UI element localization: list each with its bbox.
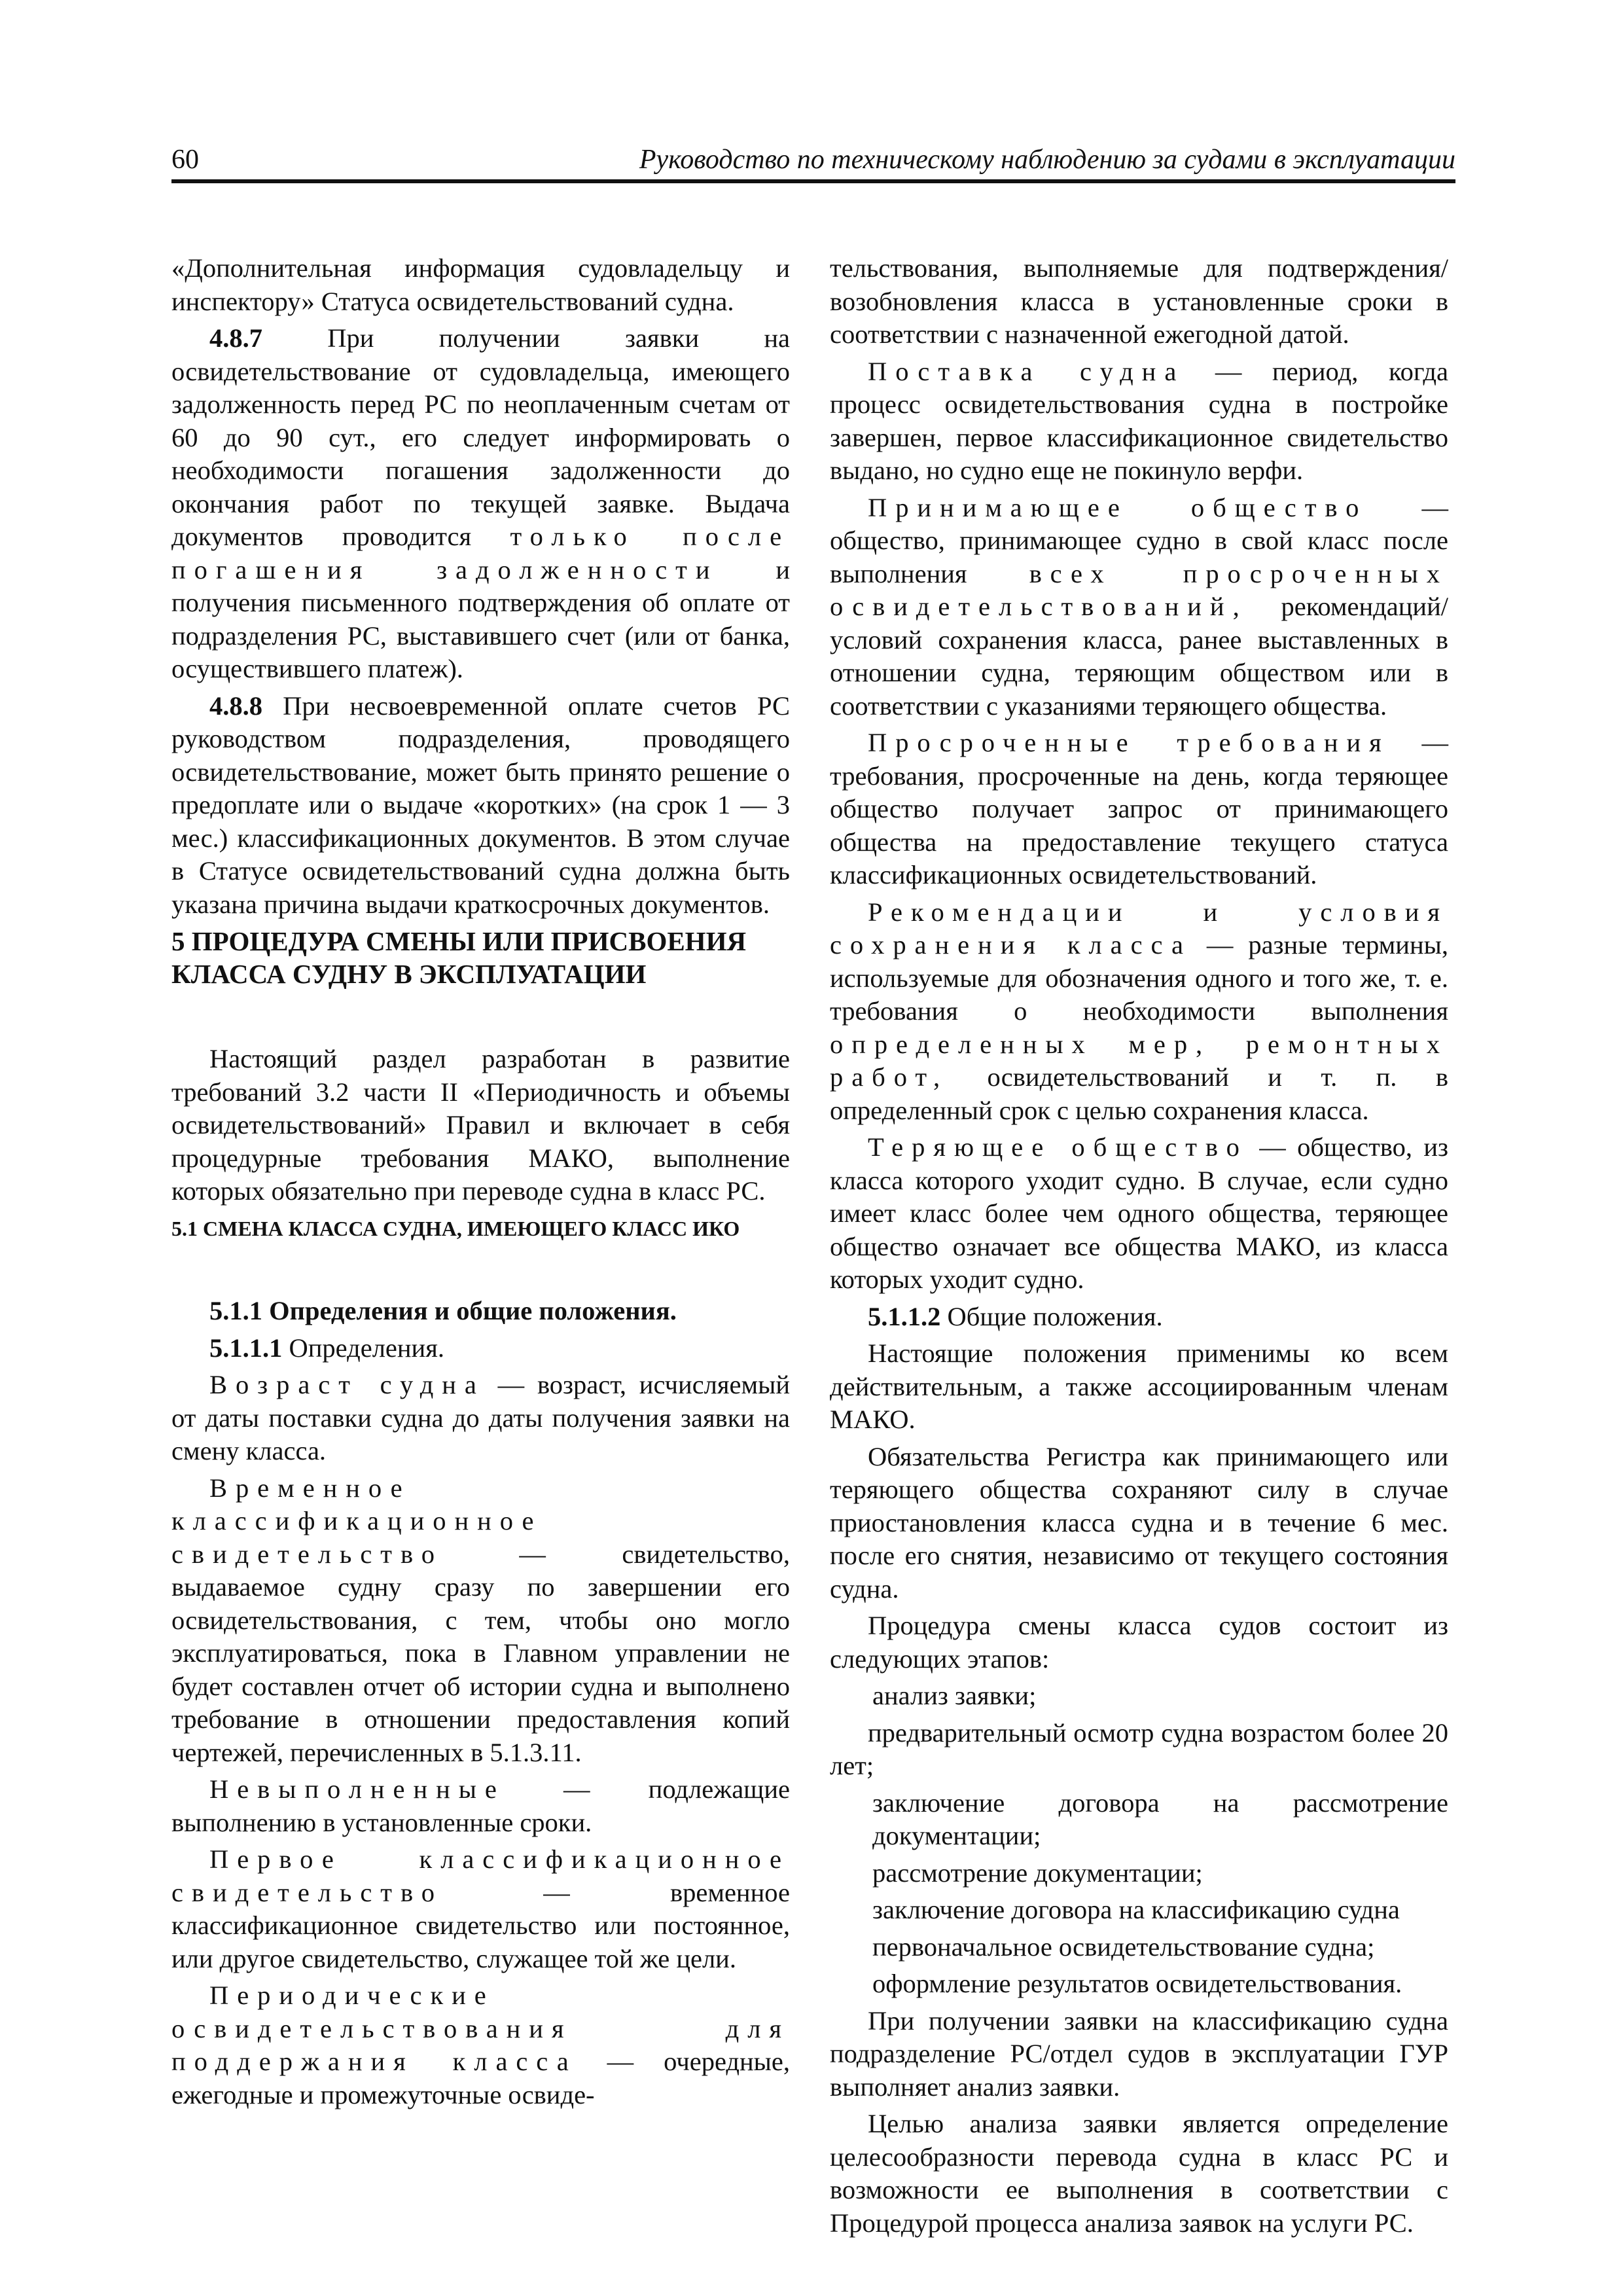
procedure-step: первоначальное освидетельствование судна;	[872, 1931, 1375, 1962]
definition-interim-certificate	[171, 1472, 790, 1770]
clause-number: 5.1.1.1	[209, 1333, 283, 1363]
definition-losing-society	[830, 1131, 1448, 1297]
definition-text: — возраст, исчисляемый от даты поставки судна до даты получения заявки на смену класса.	[171, 1370, 790, 1465]
spaced-text: только после погашения задолженности	[171, 522, 791, 584]
definition-delivery	[830, 355, 1448, 488]
clause-text: Общие положения.	[940, 1301, 1163, 1331]
definition-term: Невыполненные	[209, 1774, 505, 1804]
procedure-step: предварительный осмотр судна возрастом более 20 лет;	[830, 1717, 1448, 1780]
definition-text: — общество, принимающее судно в свой класс после выполнения	[830, 492, 1448, 588]
definition-term: Первое классификационное свидетельство	[171, 1844, 790, 1907]
running-title: Руководство по техническому наблюдению за судами в эксплуатации	[639, 145, 1455, 175]
clause-text: и получения письменного подтверждения об оплате от подразделения РС, выставившего счет (или от банка, осуществившего платеж).	[171, 554, 790, 683]
definition-term: Принимающее общество	[868, 492, 1368, 522]
definition-gaining-society	[830, 492, 1448, 723]
definition-term: Временное классификационное свидетельство	[171, 1473, 543, 1569]
definition-term: Поставка судна	[868, 356, 1185, 386]
definition-vessel-age	[171, 1369, 790, 1468]
spaced-text: всех просроченных освидетельствований,	[830, 558, 1448, 621]
definition-text: — требования, просроченные на день, когда теряющее общество получает запрос от принимающего общества на предоставление текущего статуса классификационных освидетельствований.	[830, 728, 1448, 889]
definition-text: — свидетельство, выдаваемое судну сразу по завершении его освидетельствования, с тем, чтобы оно могло эксплуатироваться, пока в Главном управлении не будет составлен отчет об истории судна и выполнено требование в отношении предоставления копий чертежей, перечисленных в 5.1.3.11.	[171, 1539, 790, 1767]
clause-number: 5.1.1.2	[868, 1301, 941, 1331]
definition-text: — подлежащие выполнению в установленные сроки.	[171, 1774, 790, 1837]
definition-text: — очередные, ежегодные и промежуточные освиде-	[171, 2047, 790, 2109]
procedure-step: рассмотрение документации;	[872, 1857, 1203, 1888]
paragraph: «Дополнительная информация судовладельцу и инспектору» Статуса освидетельствований судна.	[171, 253, 790, 316]
definition-outstanding	[171, 1773, 790, 1839]
procedure-step: заключение договора на классификацию судна	[872, 1895, 1400, 1924]
definition-first-certificate	[171, 1843, 790, 1975]
definition-text: освидетельствований и т. п. в определенный срок с целью сохранения класса.	[830, 1062, 1448, 1125]
paragraph: При получении заявки на классификацию судна подразделение РС/отдел судов в эксплуатации ГУР выполняет анализ заявки.	[830, 2005, 1448, 2102]
paragraph-continuation: тельствования, выполняемые для подтверждения/возобновления класса в установленные сроки в соответствии с назначенной ежегодной датой.	[830, 253, 1448, 349]
procedure-step: анализ заявки;	[872, 1681, 1037, 1710]
definition-text: — разные термины, используемые для обозначения одного и того же, т. е. требования о необходимости выполнения	[830, 930, 1448, 1026]
definitions-subheading	[171, 1332, 790, 1365]
section-intro: Настоящий раздел разработан в развитие требований 3.2 части II «Периодичность и объемы освидетельствований» Правил и включает в себя процедурные требования МАКО, выполнение которых обязательно при переводе судна в класс РС.	[171, 1044, 790, 1206]
paragraph: Целью анализа заявки является определение целесообразности перевода судна в класс РС и возможности ее выполнения в соответствии с Процедурой процесса анализа заявок на услуги РС.	[830, 2109, 1448, 2238]
definition-overdue-requirements	[830, 726, 1448, 892]
page-number: 60	[171, 145, 199, 175]
definition-term: Рекомендации и условия сохранения класса	[830, 897, 1448, 960]
definition-term: Теряющее общество	[868, 1132, 1248, 1162]
paragraph-4-8-7	[171, 322, 790, 686]
general-provisions-heading	[830, 1300, 1448, 1334]
section-heading-line-2: КЛАССА СУДНУ В ЭКСПЛУАТАЦИИ	[171, 959, 647, 989]
paragraph-4-8-8	[171, 690, 790, 922]
definition-text: — период, когда процесс освидетельствования судна в постройке завершен, первое классификационное свидетельство выдано, но судно еще не покинуло верфи.	[830, 356, 1449, 485]
definition-term: Возраст судна	[209, 1370, 485, 1399]
definitions-heading: 5.1.1 Определения и общие положения.	[209, 1296, 677, 1325]
paragraph: Процедура смены класса судов состоит из следующих этапов:	[830, 1611, 1448, 1674]
clause-number: 4.8.7	[209, 323, 262, 353]
section-heading	[171, 925, 790, 990]
right-column	[830, 252, 1448, 2244]
paragraph: Настоящие положения применимы ко всем действительным, а также ассоциированным членам МАКО.	[830, 1338, 1448, 1434]
procedure-step: заключение договора на рассмотрение документации;	[872, 1787, 1448, 1850]
definition-text: — временное классификационное свидетельство или постоянное, или другое свидетельство, служащее той же цели.	[171, 1877, 790, 1973]
clause-text: Определения.	[282, 1333, 444, 1363]
procedure-step: оформление результатов освидетельствования.	[872, 1969, 1402, 1998]
page-header	[171, 139, 1455, 183]
spaced-text: определенных мер, ремонтных работ,	[830, 1029, 1448, 1092]
paragraph: Обязательства Регистра как принимающего или теряющего общества сохраняют силу в случае приостановления класса судна и в течение 6 мес. после его снятия, независимо от текущего состояния судна.	[830, 1441, 1448, 1604]
clause-number: 4.8.8	[209, 691, 262, 721]
definition-term: Периодические освидетельствования для поддержания класса	[171, 1981, 790, 2076]
definition-recommendations	[830, 896, 1448, 1128]
definition-periodical-surveys	[171, 1979, 790, 2111]
left-column	[171, 252, 790, 2115]
definition-text: — общество, из класса которого уходит судно. В случае, если судно имеет класс более чем одного общества, теряющее общество означает все общества МАКО, из класса которых уходит судно.	[830, 1132, 1448, 1294]
definition-text: рекомендаций/условий сохранения класса, ранее выставленных в отношении судна, теряющим обществом или в соответствии с указаниями теряющего общества.	[830, 592, 1448, 721]
clause-text: При получении заявки на освидетельствование от судовладельца, имеющего задолженность перед РС по неоплаченным счетам от 60 до 90 сут., его следует информировать о необходимости погашения задолженности до окончания работ по текущей заявке. Выдача документов проводится	[171, 323, 790, 551]
clause-text: При несвоевременной оплате счетов РС руководством подразделения, проводящего освидетельствование, может быть принято решение о предоплате или о выдаче «коротких» (на срок 1 — 3 мес.) классификационных документов. В этом случае в Статусе освидетельствований судна должна быть указана причина выдачи краткосрочных документов.	[171, 691, 790, 919]
section-heading-line-1: 5 ПРОЦЕДУРА СМЕНЫ ИЛИ ПРИСВОЕНИЯ	[171, 926, 747, 956]
subsection-heading: 5.1 СМЕНА КЛАССА СУДНА, ИМЕЮЩЕГО КЛАСС ИКО	[171, 1216, 740, 1240]
definition-term: Просроченные требования	[868, 728, 1390, 757]
